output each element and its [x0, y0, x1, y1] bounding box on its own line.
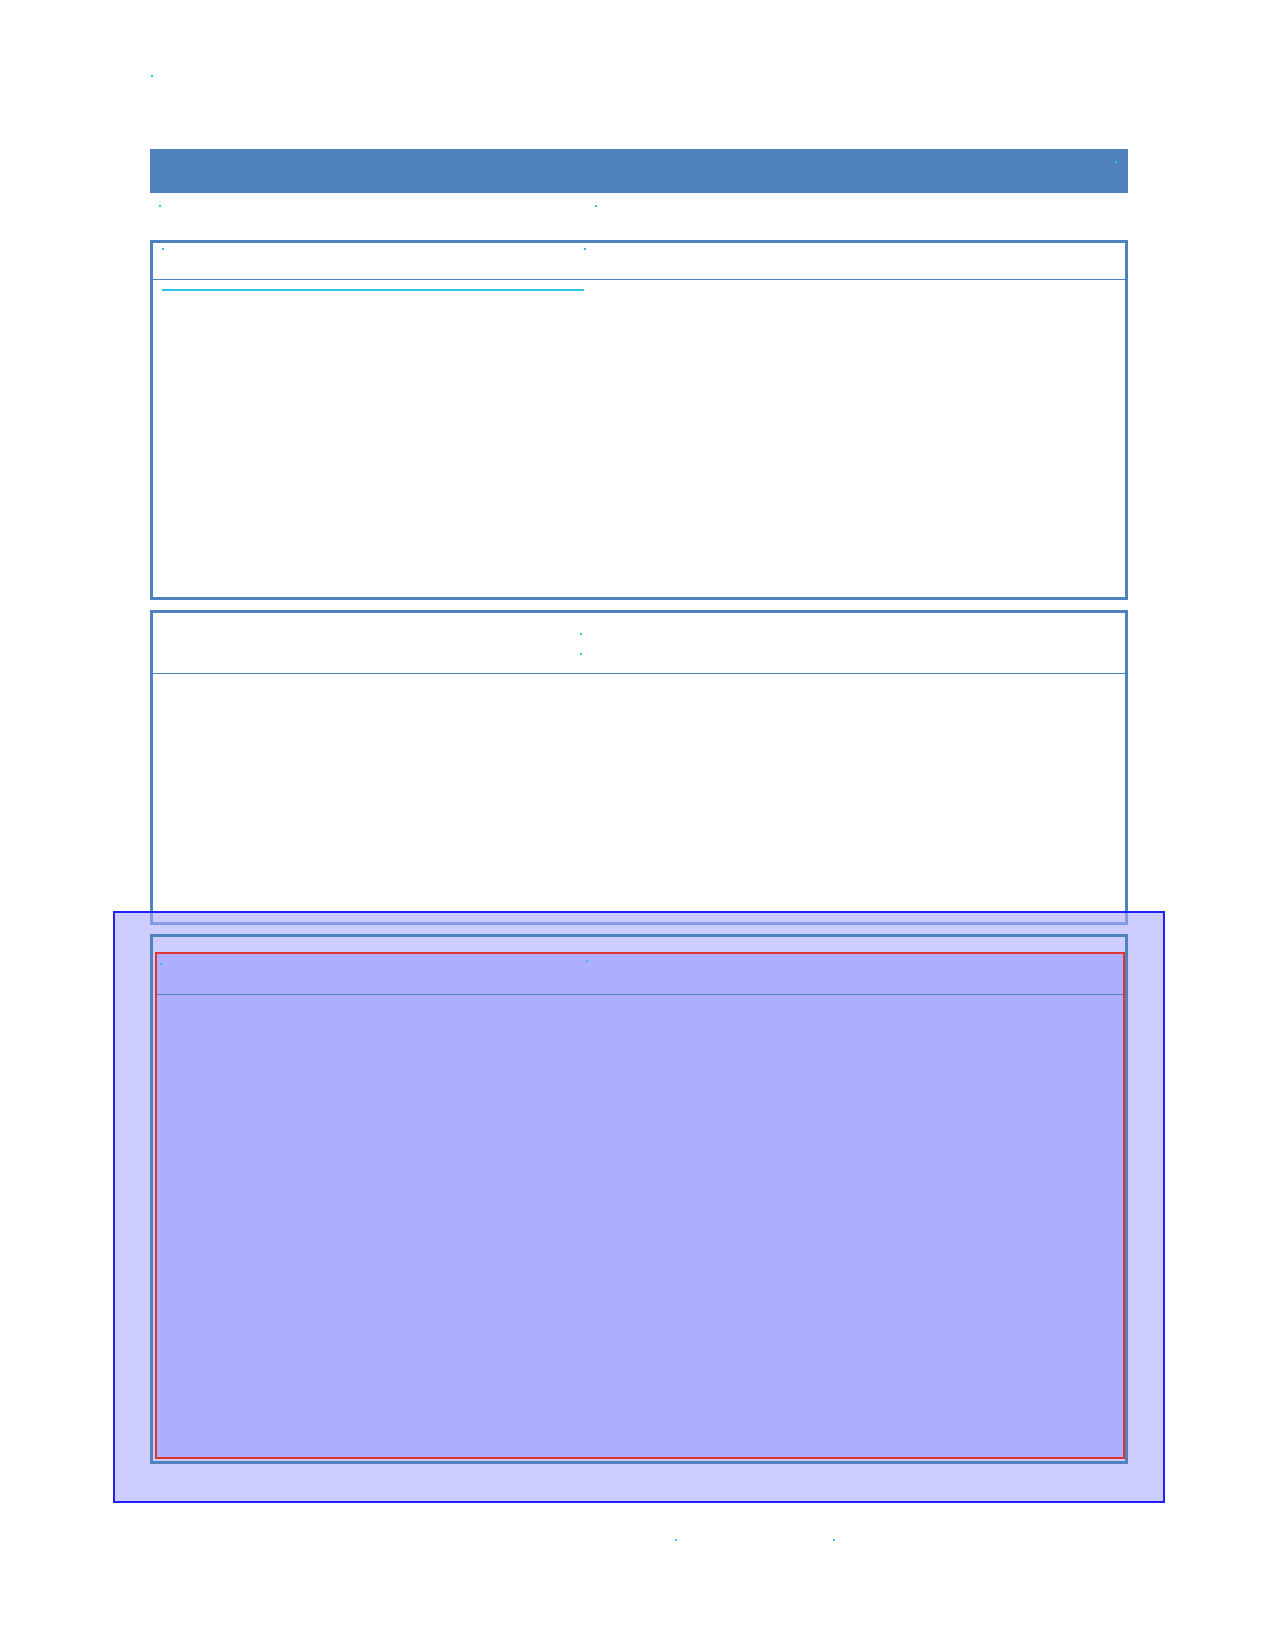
table-enonce-contexte [150, 240, 1128, 600]
elements-highlight-box [155, 952, 1125, 1459]
table-criteres-ensemble [150, 610, 1128, 925]
code-bar [150, 149, 1128, 193]
header-divider [153, 673, 1125, 674]
header-divider [153, 279, 1125, 280]
elements-rows [157, 994, 1123, 1459]
